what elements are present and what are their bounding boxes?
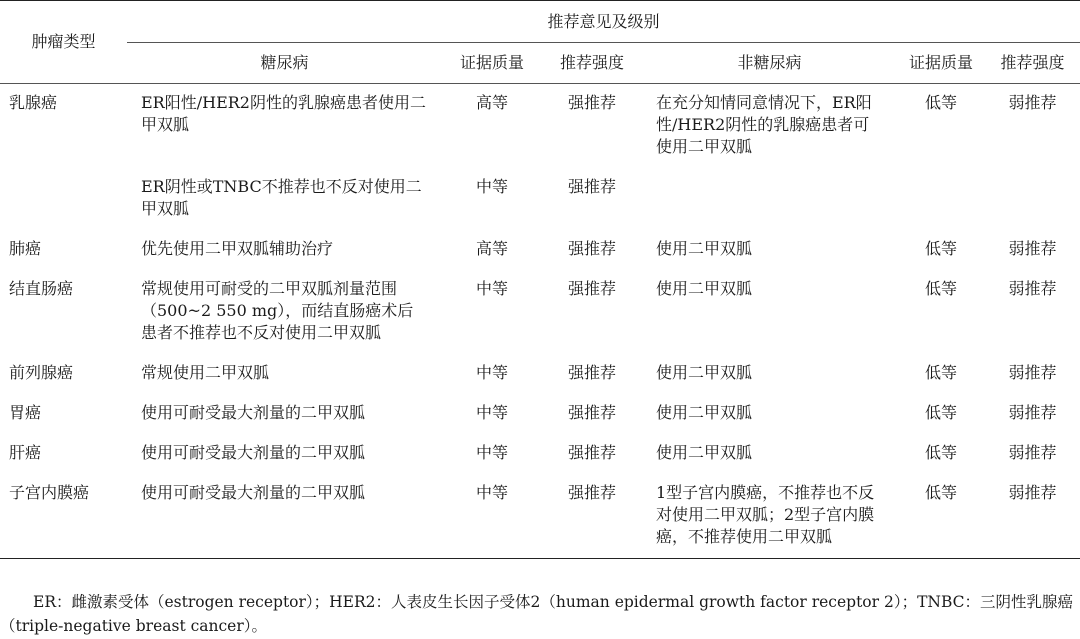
cell-strength: 强推荐 [567, 93, 616, 112]
cell-tumor-type [0, 168, 127, 230]
header-tumor-type: 肿瘤类型 [0, 1, 127, 84]
cell-evidence: 中等 [475, 279, 508, 298]
table-body [0, 84, 1080, 559]
cell-evidence: 中等 [475, 177, 508, 196]
table-row [0, 168, 1080, 230]
header-non-diabetic: 非糖尿病 [642, 43, 897, 84]
cell-evidence: 中等 [475, 443, 508, 462]
cell-evidence: 低等 [924, 403, 957, 422]
cell-strength: 强推荐 [567, 279, 616, 298]
cell-strength: 弱推荐 [1008, 443, 1057, 462]
cell-diabetic: 使用可耐受最大剂量的二甲双胍 [141, 403, 366, 422]
header-diabetic: 糖尿病 [127, 43, 442, 84]
cell-strength: 强推荐 [542, 474, 642, 559]
cell-non-diabetic: 使用二甲双胍 [656, 403, 753, 422]
table-row [0, 230, 1080, 270]
cell-tumor-type: 肝癌 [9, 443, 42, 462]
cell-strength: 强推荐 [567, 443, 616, 462]
cell-strength: 弱推荐 [1008, 279, 1057, 298]
cell-evidence: 中等 [475, 403, 508, 422]
cell-strength: 弱推荐 [1008, 363, 1057, 382]
cell-strength: 弱推荐 [1008, 403, 1057, 422]
table-header [0, 1, 1080, 84]
cell-tumor-type: 胃癌 [9, 403, 42, 422]
cell-tumor-type: 结直肠癌 [9, 279, 74, 298]
cell-evidence [897, 168, 985, 230]
cell-tumor-type: 肺癌 [9, 239, 42, 258]
cell-strength: 强推荐 [567, 363, 616, 382]
cell-non-diabetic: 使用二甲双胍 [656, 239, 753, 258]
header-evidence-quality: 证据质量 [442, 43, 542, 84]
cell-evidence: 低等 [924, 443, 957, 462]
cell-strength: 强推荐 [567, 403, 616, 422]
cell-evidence: 低等 [924, 279, 957, 298]
cell-diabetic: 常规使用二甲双胍 [141, 363, 270, 382]
cell-strength: 强推荐 [567, 177, 616, 196]
cell-non-diabetic: 使用二甲双胍 [656, 279, 753, 298]
cell-evidence: 低等 [924, 363, 957, 382]
table-footnote: ER：雌激素受体（estrogen receptor）；HER2：人表皮生长因子受体2（human epidermal growth factor receptor 2）；TNBC：三阴性乳腺癌（triple-negative breast cancer）。 [0, 593, 1074, 635]
cell-diabetic: ER阳性/HER2阴性的乳腺癌患者使用二甲双胍 [141, 93, 426, 134]
cell-tumor-type: 子宫内膜癌 [0, 474, 127, 559]
table-row [0, 434, 1080, 474]
cell-evidence: 低等 [897, 474, 985, 559]
header-evidence-quality: 证据质量 [897, 43, 985, 84]
cell-evidence: 低等 [924, 239, 957, 258]
cell-non-diabetic: 在充分知情同意情况下，ER阳性/HER2阴性的乳腺癌患者可使用二甲双胍 [656, 93, 872, 156]
table-row [0, 474, 1080, 559]
table-row [0, 354, 1080, 394]
cell-diabetic: ER阴性或TNBC不推荐也不反对使用二甲双胍 [141, 177, 422, 218]
cell-strength: 弱推荐 [985, 474, 1080, 559]
header-recommendation-strength: 推荐强度 [985, 43, 1080, 84]
cell-strength: 弱推荐 [1008, 93, 1057, 112]
cell-diabetic: 常规使用可耐受的二甲双胍剂量范围（500~2 550 mg），而结直肠癌术后患者不推荐也不反对使用二甲双胍 [141, 279, 414, 342]
cell-evidence: 高等 [475, 93, 508, 112]
cell-evidence: 高等 [475, 239, 508, 258]
table-row [0, 84, 1080, 169]
table-row [0, 394, 1080, 434]
cell-strength: 弱推荐 [1008, 239, 1057, 258]
header-recommendation-strength: 推荐强度 [542, 43, 642, 84]
cell-tumor-type: 前列腺癌 [9, 363, 74, 382]
cell-diabetic: 优先使用二甲双胍辅助治疗 [141, 239, 334, 258]
cell-non-diabetic: 使用二甲双胍 [656, 363, 753, 382]
cell-tumor-type: 乳腺癌 [9, 93, 58, 112]
cell-non-diabetic: 1型子宫内膜癌，不推荐也不反对使用二甲双胍；2型子宫内膜癌，不推荐使用二甲双胍 [642, 474, 897, 559]
cell-non-diabetic: 使用二甲双胍 [656, 443, 753, 462]
cell-diabetic: 使用可耐受最大剂量的二甲双胍 [141, 443, 366, 462]
cell-evidence: 中等 [475, 363, 508, 382]
cell-non-diabetic [642, 168, 897, 230]
cell-evidence: 中等 [442, 474, 542, 559]
cell-strength: 强推荐 [567, 239, 616, 258]
header-recommendation-group: 推荐意见及级别 [127, 1, 1080, 43]
cell-diabetic: 使用可耐受最大剂量的二甲双胍 [127, 474, 442, 559]
table-row [0, 270, 1080, 354]
cell-strength [985, 168, 1080, 230]
cell-evidence: 低等 [924, 93, 957, 112]
